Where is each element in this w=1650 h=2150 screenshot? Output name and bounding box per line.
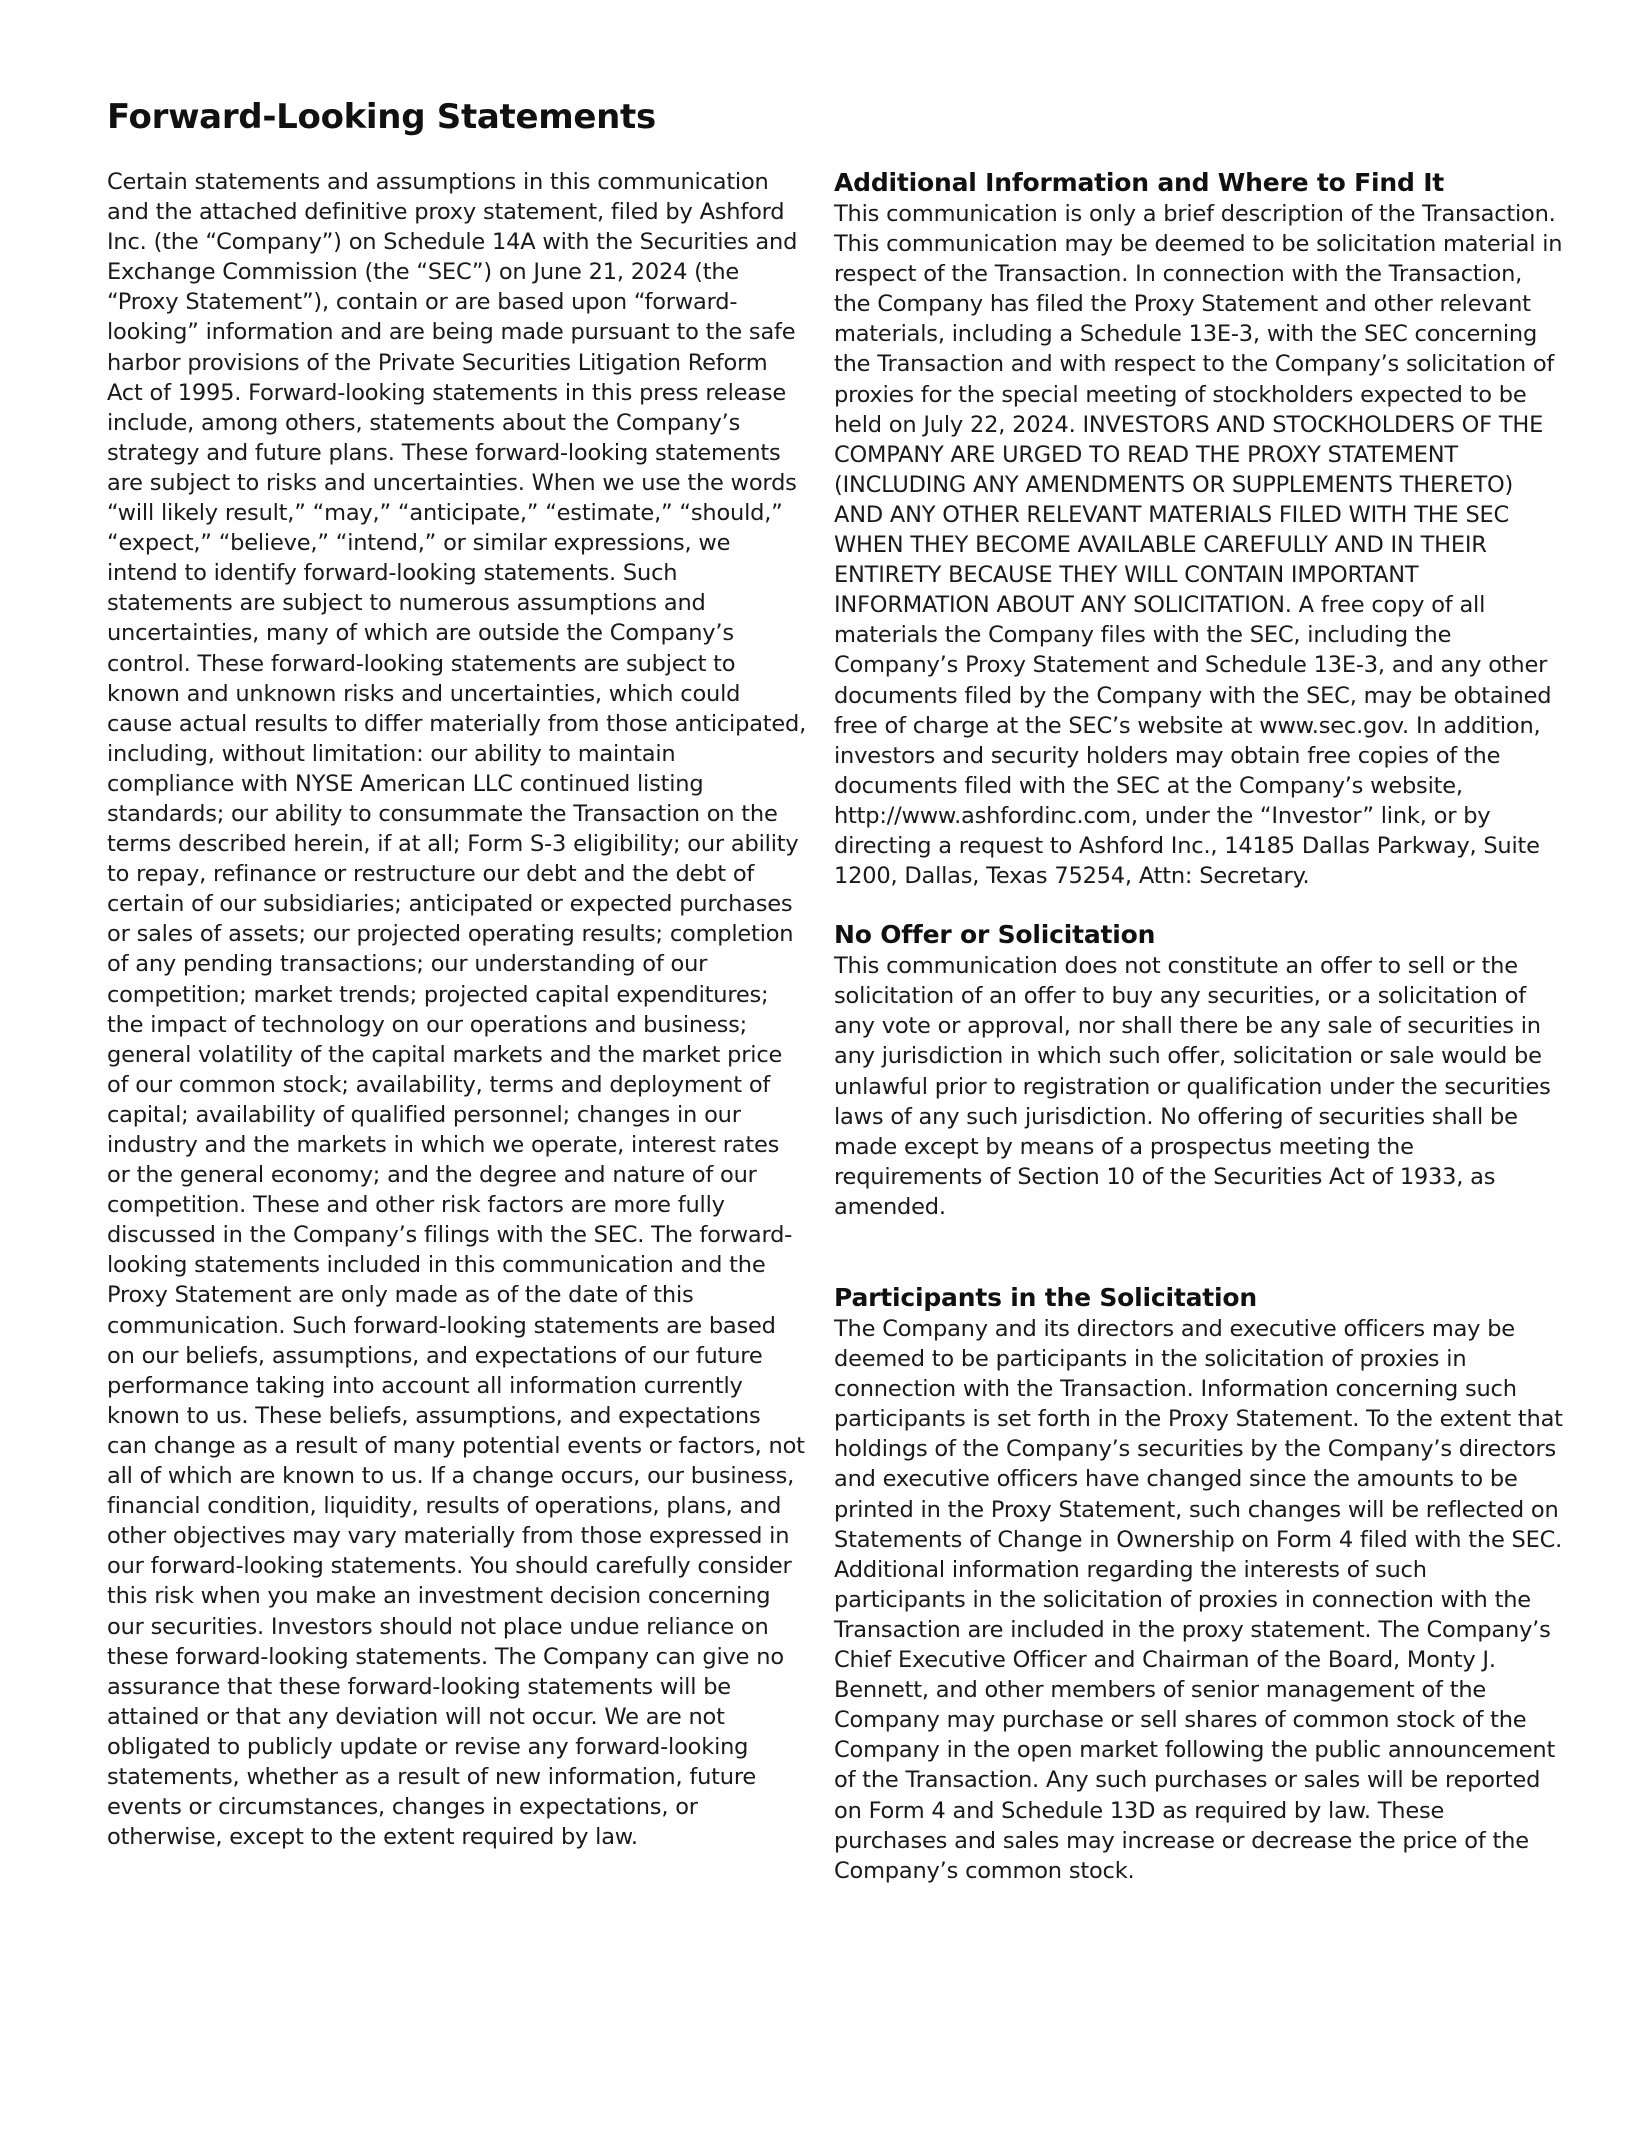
page-title: Forward-Looking Statements <box>107 97 656 137</box>
section-additional-information <box>834 167 1564 891</box>
section-heading: No Offer or Solicitation <box>834 920 1156 950</box>
section-no-offer <box>834 919 1564 1222</box>
left-column <box>107 167 807 1852</box>
section-participants <box>834 1282 1564 1886</box>
forward-looking-statements-body: Certain statements and assumptions in this communication and the attached definitive proxy statement, filed by Ashford Inc. (the “Company”) on Schedule 14A with the Securities and Exchange Commission (the “SEC”) on June 21, 2024 (the “Proxy Statement”), contain or are based upon “forward-looking” information and are being made pursuant to the safe harbor provisions of the Private Securities Litigation Reform Act of 1995. Forward-looking statements in this press release include, among others, statements about the Company’s strategy and future plans. These forward-looking statements are subject to risks and uncertainties. When we use the words “will likely result,” “may,” “anticipate,” “estimate,” “should,” “expect,” “believe,” “intend,” or similar expressions, we intend to identify forward-looking statements. Such statements are subject to numerous assumptions and uncertainties, many of which are outside the Company’s control. These forward-looking statements are subject to known and unknown risks and uncertainties, which could cause actual results to differ materially from those anticipated, including, without limitation: our ability to maintain compliance with NYSE American LLC continued listing standards; our ability to consummate the Transaction on the terms described herein, if at all; Form S-3 eligibility; our ability to repay, refinance or restructure our debt and the debt of certain of our subsidiaries; anticipated or expected purchases or sales of assets; our projected operating results; completion of any pending transactions; our understanding of our competition; market trends; projected capital expenditures; the impact of technology on our operations and business; general volatility of the capital markets and the market price of our common stock; availability, terms and deployment of capital; availability of qualified personnel; changes in our industry and the markets in which we operate, interest rates or the general economy; and the degree and nature of our competition. These and other risk factors are more fully discussed in the Company’s filings with the SEC. The forward-looking statements included in this communication and the Proxy Statement are only made as of the date of this communication. Such forward-looking statements are based on our beliefs, assumptions, and expectations of our future performance taking into account all information currently known to us. These beliefs, assumptions, and expectations can change as a result of many potential events or factors, not all of which are known to us. If a change occurs, our business, financial condition, liquidity, results of operations, plans, and other objectives may vary materially from those expressed in our forward-looking statements. You should carefully consider this risk when you make an investment decision concerning our securities. Investors should not place undue reliance on these forward-looking statements. The Company can give no assurance that these forward-looking statements will be attained or that any deviation will not occur. We are not obligated to publicly update or revise any forward-looking statements, whether as a result of new information, future events or circumstances, changes in expectations, or otherwise, except to the extent required by law. <box>107 169 807 1851</box>
section-body: The Company and its directors and executive officers may be deemed to be participants in the solicitation of proxies in connection with the Transaction. Information concerning such participants is set forth in the Proxy Statement. To the extent that holdings of the Company’s securities by the Company’s directors and executive officers have changed since the amounts to be printed in the Proxy Statement, such changes will be reflected on Statements of Change in Ownership on Form 4 filed with the SEC. Additional information regarding the interests of such participants in the solicitation of proxies in connection with the Transaction are included in the proxy statement. The Company’s Chief Executive Officer and Chairman of the Board, Monty J. Bennett, and other members of senior management of the Company may purchase or sell shares of common stock of the Company in the open market following the public announcement of the Transaction. Any such purchases or sales will be reported on Form 4 and Schedule 13D as required by law. These purchases and sales may increase or decrease the price of the Company’s common stock. <box>834 1316 1563 1884</box>
section-heading: Additional Information and Where to Find It <box>834 168 1445 197</box>
section-body: This communication does not constitute an offer to sell or the solicitation of an offer to buy any securities, or a solicitation of any vote or approval, nor shall there be any sale of securities in any jurisdiction in which such offer, solicitation or sale would be unlawful prior to registration or qualification under the securities laws of any such jurisdiction. No offering of securities shall be made except by means of a prospectus meeting the requirements of Section 10 of the Securities Act of 1933, as amended. <box>834 953 1551 1220</box>
right-column <box>834 167 1564 1886</box>
section-heading: Participants in the Solicitation <box>834 1283 1257 1312</box>
section-body: This communication is only a brief description of the Transaction. This communication may be deemed to be solicitation material in respect of the Transaction. In connection with the Transaction, the Company has filed the Proxy Statement and other relevant materials, including a Schedule 13E-3, with the SEC concerning the Transaction and with respect to the Company’s solicitation of proxies for the special meeting of stockholders expected to be held on July 22, 2024. INVESTORS AND STOCKHOLDERS OF THE COMPANY ARE URGED TO READ THE PROXY STATEMENT (INCLUDING ANY AMENDMENTS OR SUPPLEMENTS THERETO) AND ANY OTHER RELEVANT MATERIALS FILED WITH THE SEC WHEN THEY BECOME AVAILABLE CAREFULLY AND IN THEIR ENTIRETY BECAUSE THEY WILL CONTAIN IMPORTANT INFORMATION ABOUT ANY SOLICITATION. A free copy of all materials the Company files with the SEC, including the Company’s Proxy Statement and Schedule 13E-3, and any other documents filed by the Company with the SEC, may be obtained free of charge at the SEC’s website at www.sec.gov. In addition, investors and security holders may obtain free copies of the documents filed with the SEC at the Company’s website, http://www.ashfordinc.com, under the “Investor” link, or by directing a request to Ashford Inc., 14185 Dallas Parkway, Suite 1200, Dallas, Texas 75254, Attn: Secretary. <box>834 201 1563 890</box>
